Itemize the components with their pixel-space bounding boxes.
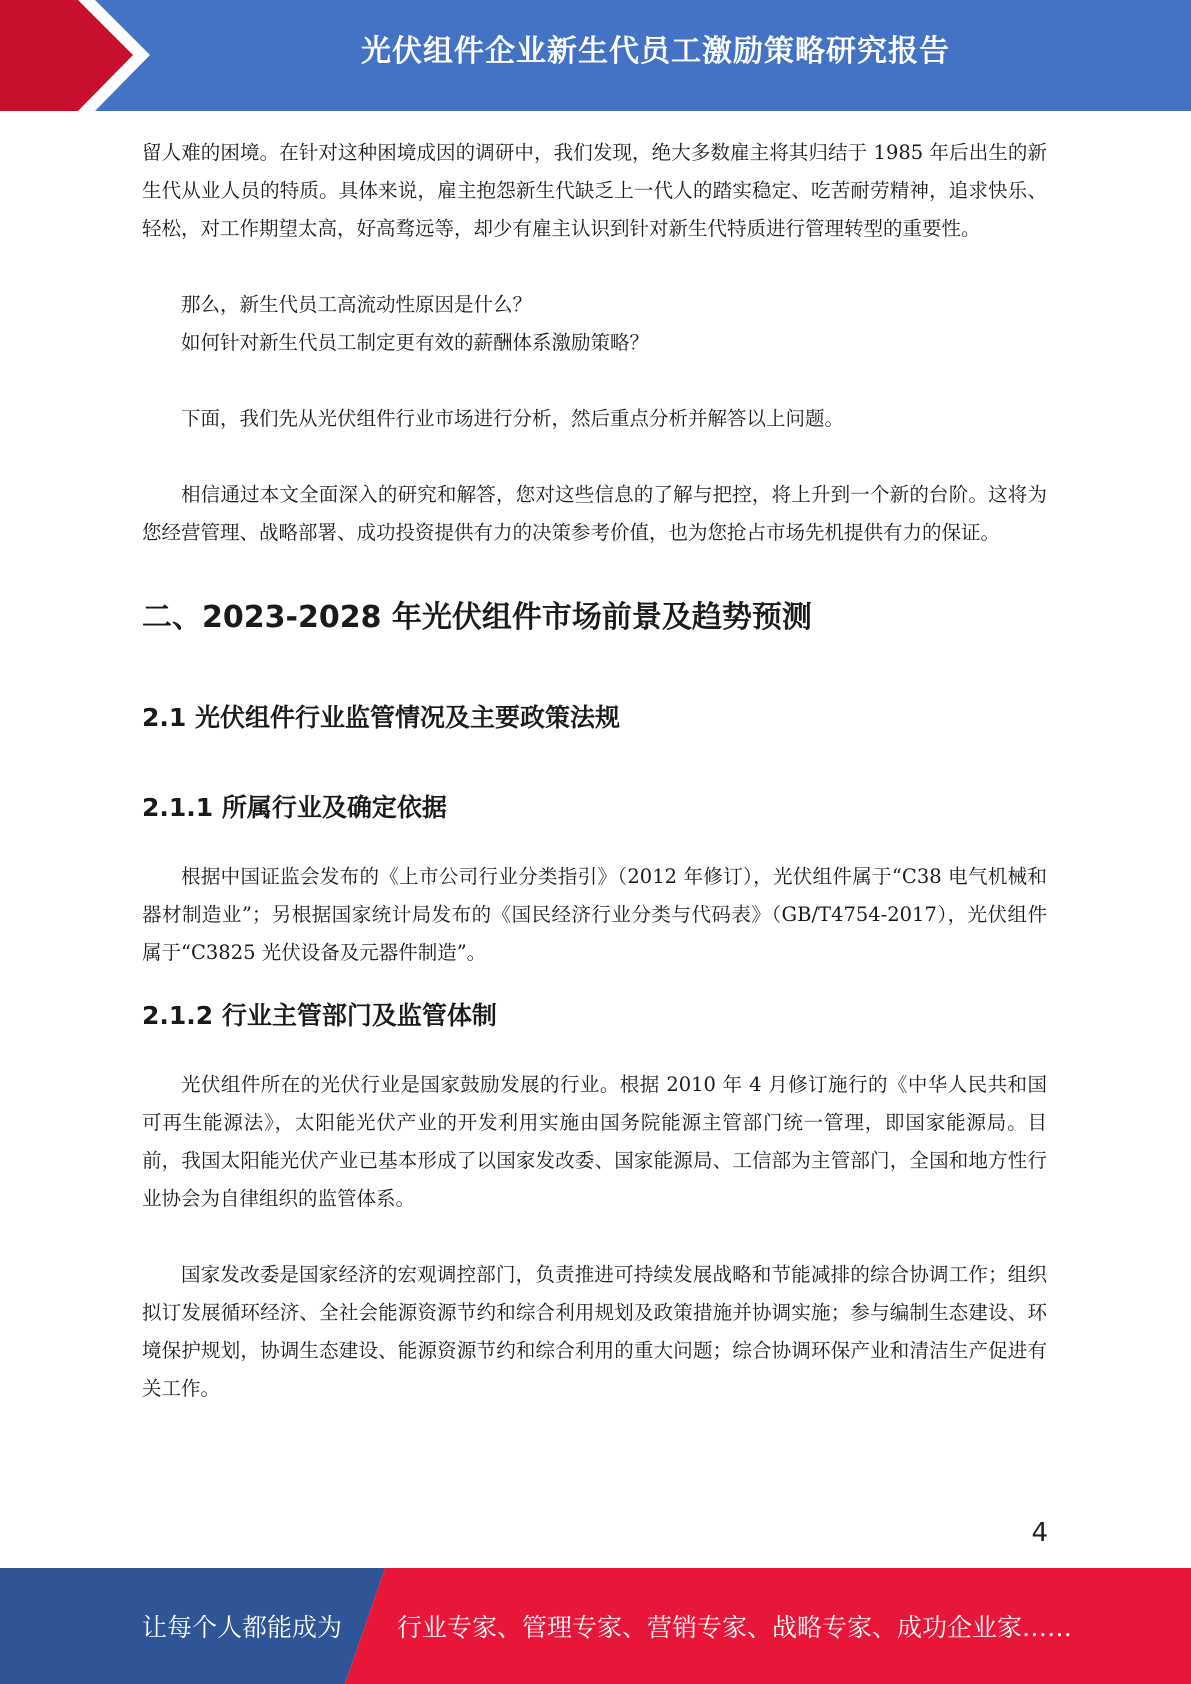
section-heading: 二、2023-2028 年光伏组件市场前景及趋势预测 bbox=[142, 600, 812, 635]
subsection-heading: 2.1.1 所属行业及确定依据 bbox=[142, 793, 447, 822]
page-header bbox=[0, 0, 1191, 111]
paragraph: 留人难的困境。在针对这种困境成因的调研中，我们发现，绝大多数雇主将其归结于 1985 年后出生的新生代从业人员的特质。具体来说，雇主抱怨新生代缺乏上一代人的踏实稳定、吃苦耐劳精神，追求快乐、轻松，对工作期望太高，好高骛远等，却少有雇主认识到针对新生代特质进行管理转型的重要性。 bbox=[142, 141, 1047, 240]
paragraph: 相信通过本文全面深入的研究和解答，您对这些信息的了解与把控，将上升到一个新的台阶。这将为您经营管理、战略部署、成功投资提供有力的决策参考价值，也为您抢占市场先机提供有力的保证。 bbox=[142, 483, 1047, 544]
paragraph: 下面，我们先从光伏组件行业市场进行分析，然后重点分析并解答以上问题。 bbox=[181, 407, 845, 430]
question-line: 如何针对新生代员工制定更有效的薪酬体系激励策略？ bbox=[181, 331, 650, 354]
paragraph: 国家发改委是国家经济的宏观调控部门，负责推进可持续发展战略和节能减排的综合协调工作；组织拟订发展循环经济、全社会能源资源节约和综合利用规划及政策措施并协调实施；参与编制生态建设、环境保护规划，协调生态建设、能源资源节约和综合利用的重大问题；综合协调环保产业和清洁生产促进有关工作。 bbox=[142, 1263, 1047, 1400]
paragraph: 根据中国证监会发布的《上市公司行业分类指引》（2012 年修订），光伏组件属于“C38 电气机械和器材制造业”；另根据国家统计局发布的《国民经济行业分类与代码表》（GB/T4754-2017），光伏组件属于“C3825 光伏设备及元器件制造”。 bbox=[142, 865, 1047, 964]
paragraph: 光伏组件所在的光伏行业是国家鼓励发展的行业。根据 2010 年 4 月修订施行的《中华人民共和国可再生能源法》，太阳能光伏产业的开发利用实施由国务院能源主管部门统一管理，即国家能源局。目前，我国太阳能光伏产业已基本形成了以国家发改委、国家能源局、工信部为主管部门，全国和地方性行业协会为自律组织的监管体系。 bbox=[142, 1073, 1047, 1210]
footer-slogan-left: 让每个人都能成为 bbox=[142, 1613, 343, 1642]
question-line: 那么，新生代员工高流动性原因是什么？ bbox=[181, 293, 533, 316]
page-number: 4 bbox=[1031, 1518, 1048, 1548]
report-title: 光伏组件企业新生代员工激励策略研究报告 bbox=[361, 34, 950, 69]
page-footer bbox=[0, 1568, 1191, 1684]
footer-slogan-right: 行业专家、管理专家、营销专家、战略专家、成功企业家…… bbox=[397, 1613, 1073, 1642]
subsection-heading: 2.1.2 行业主管部门及监管体制 bbox=[142, 1001, 497, 1030]
document-body bbox=[142, 134, 1047, 1408]
subsection-heading: 2.1 光伏组件行业监管情况及主要政策法规 bbox=[142, 703, 620, 732]
